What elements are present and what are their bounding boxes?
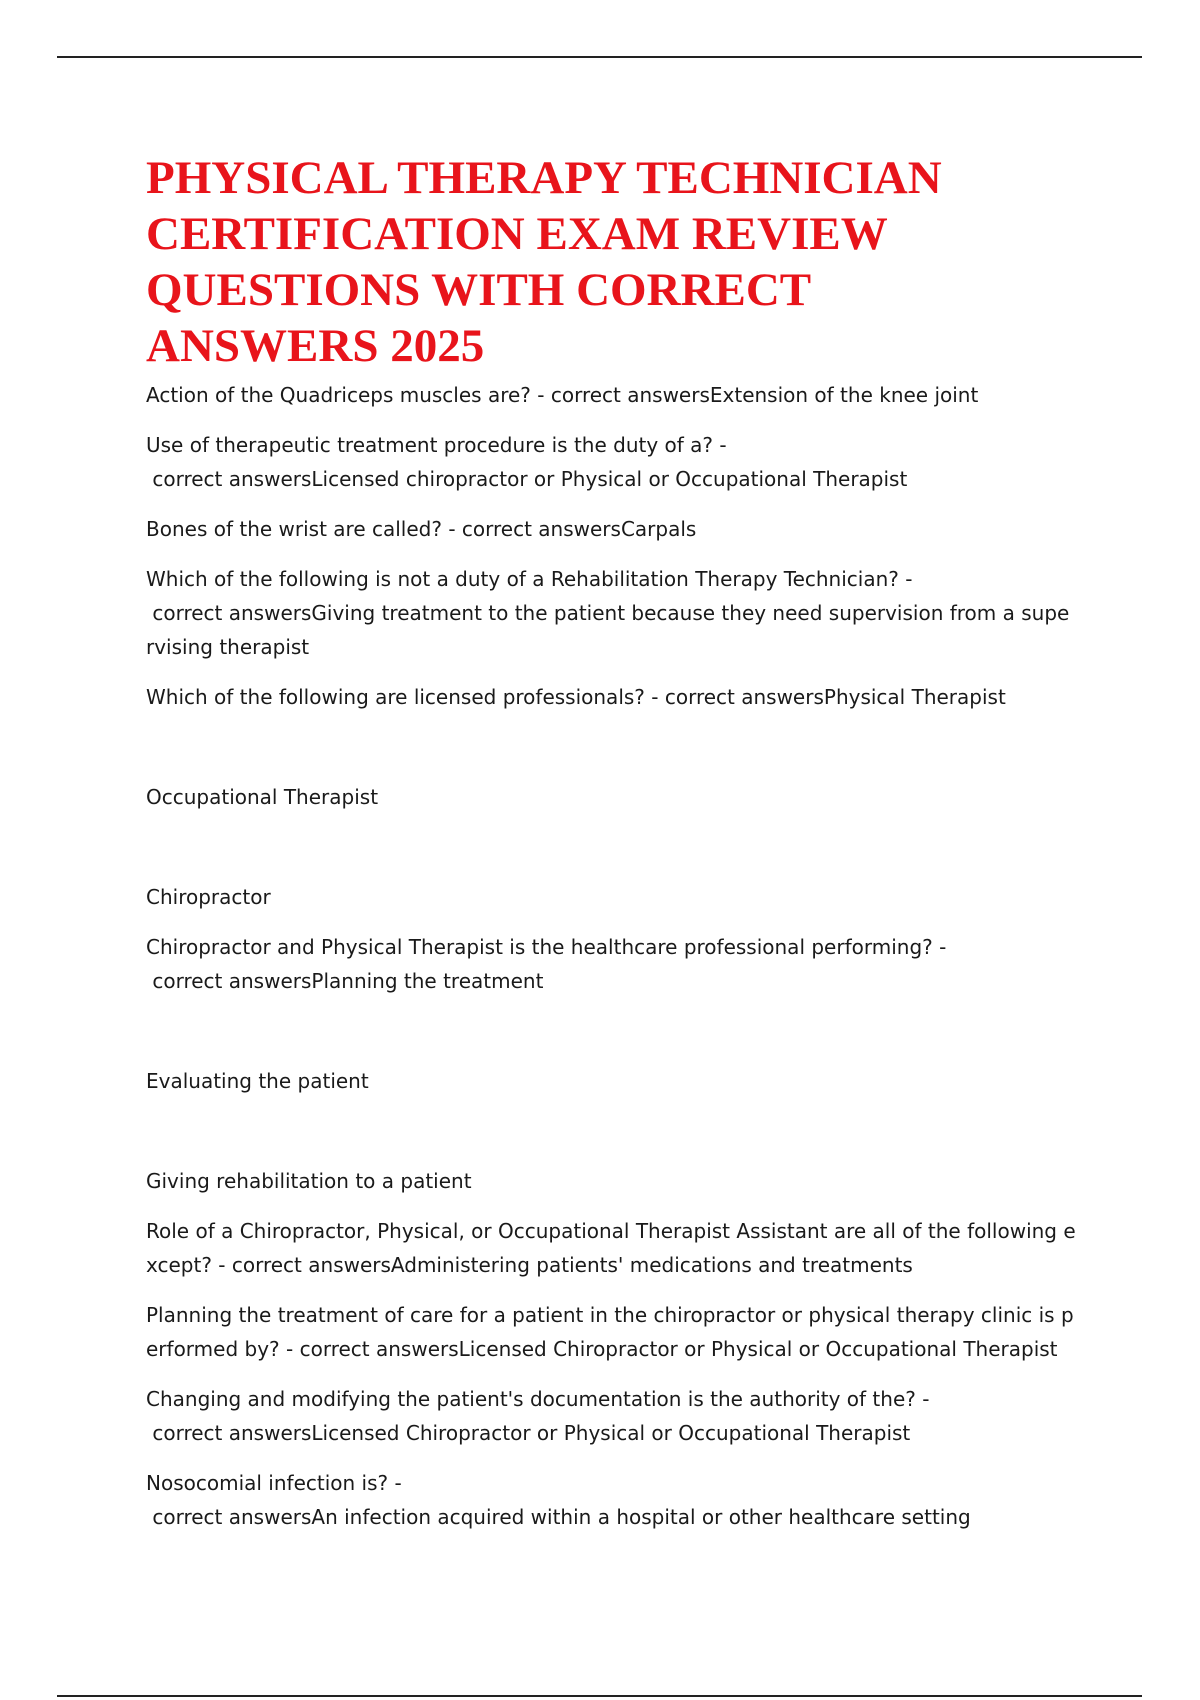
qa-line: Which of the following is not a duty of a Rehabilitation Therapy Technician? -: [146, 567, 913, 591]
title-line: ANSWERS 2025: [146, 320, 485, 372]
qa-line: xcept? - correct answersAdministering patients' medications and treatments: [146, 1253, 913, 1277]
document-title: [146, 150, 1066, 374]
qa-item: [146, 428, 1066, 496]
qa-line: erformed by? - correct answersLicensed Chiropractor or Physical or Occupational Therapist: [146, 1337, 1058, 1361]
qa-line: Evaluating the patient: [146, 1069, 369, 1093]
qa-line: rvising therapist: [146, 635, 310, 659]
title-line: QUESTIONS WITH CORRECT: [146, 264, 812, 316]
qa-item: [146, 680, 1066, 714]
qa-item: [146, 378, 1066, 412]
qa-line: Planning the treatment of care for a patient in the chiropractor or physical therapy clinic is p: [146, 1303, 1074, 1327]
qa-item: [146, 1064, 1066, 1098]
title-line: CERTIFICATION EXAM REVIEW: [146, 208, 888, 260]
qa-item: [146, 1298, 1074, 1366]
qa-item: [146, 512, 1066, 546]
title-line: PHYSICAL THERAPY TECHNICIAN: [146, 152, 942, 204]
qa-line: Use of therapeutic treatment procedure is the duty of a? -: [146, 433, 727, 457]
qa-line: correct answersPlanning the treatment: [146, 969, 544, 993]
qa-line: Which of the following are licensed professionals? - correct answersPhysical Therapist: [146, 685, 1006, 709]
qa-line: Chiropractor and Physical Therapist is the healthcare professional performing? -: [146, 935, 947, 959]
qa-line: Chiropractor: [146, 885, 271, 909]
qa-line: Bones of the wrist are called? - correct answersCarpals: [146, 517, 697, 541]
qa-line: Action of the Quadriceps muscles are? - correct answersExtension of the knee joint: [146, 383, 979, 407]
qa-item: [146, 780, 1066, 814]
qa-line: correct answersLicensed chiropractor or Physical or Occupational Therapist: [146, 467, 908, 491]
qa-line: correct answersAn infection acquired within a hospital or other healthcare setting: [146, 1505, 971, 1529]
qa-item: [146, 562, 1070, 664]
qa-item: [146, 880, 1066, 914]
qa-line: Role of a Chiropractor, Physical, or Occupational Therapist Assistant are all of the following e: [146, 1219, 1076, 1243]
qa-item: [146, 930, 1066, 998]
qa-item: [146, 1466, 1066, 1534]
header-rule: [57, 56, 1142, 58]
footer-rule: [57, 1695, 1142, 1697]
document-body: [146, 150, 1076, 1534]
qa-item: [146, 1382, 1066, 1450]
qa-line: Nosocomial infection is? -: [146, 1471, 402, 1495]
qa-line: correct answersGiving treatment to the patient because they need supervision from a supe: [146, 601, 1070, 625]
qa-line: Giving rehabilitation to a patient: [146, 1169, 472, 1193]
qa-line: Changing and modifying the patient's documentation is the authority of the? -: [146, 1387, 930, 1411]
qa-item: [146, 1214, 1076, 1282]
qa-line: Occupational Therapist: [146, 785, 379, 809]
qa-item: [146, 1164, 1066, 1198]
qa-line: correct answersLicensed Chiropractor or Physical or Occupational Therapist: [146, 1421, 911, 1445]
